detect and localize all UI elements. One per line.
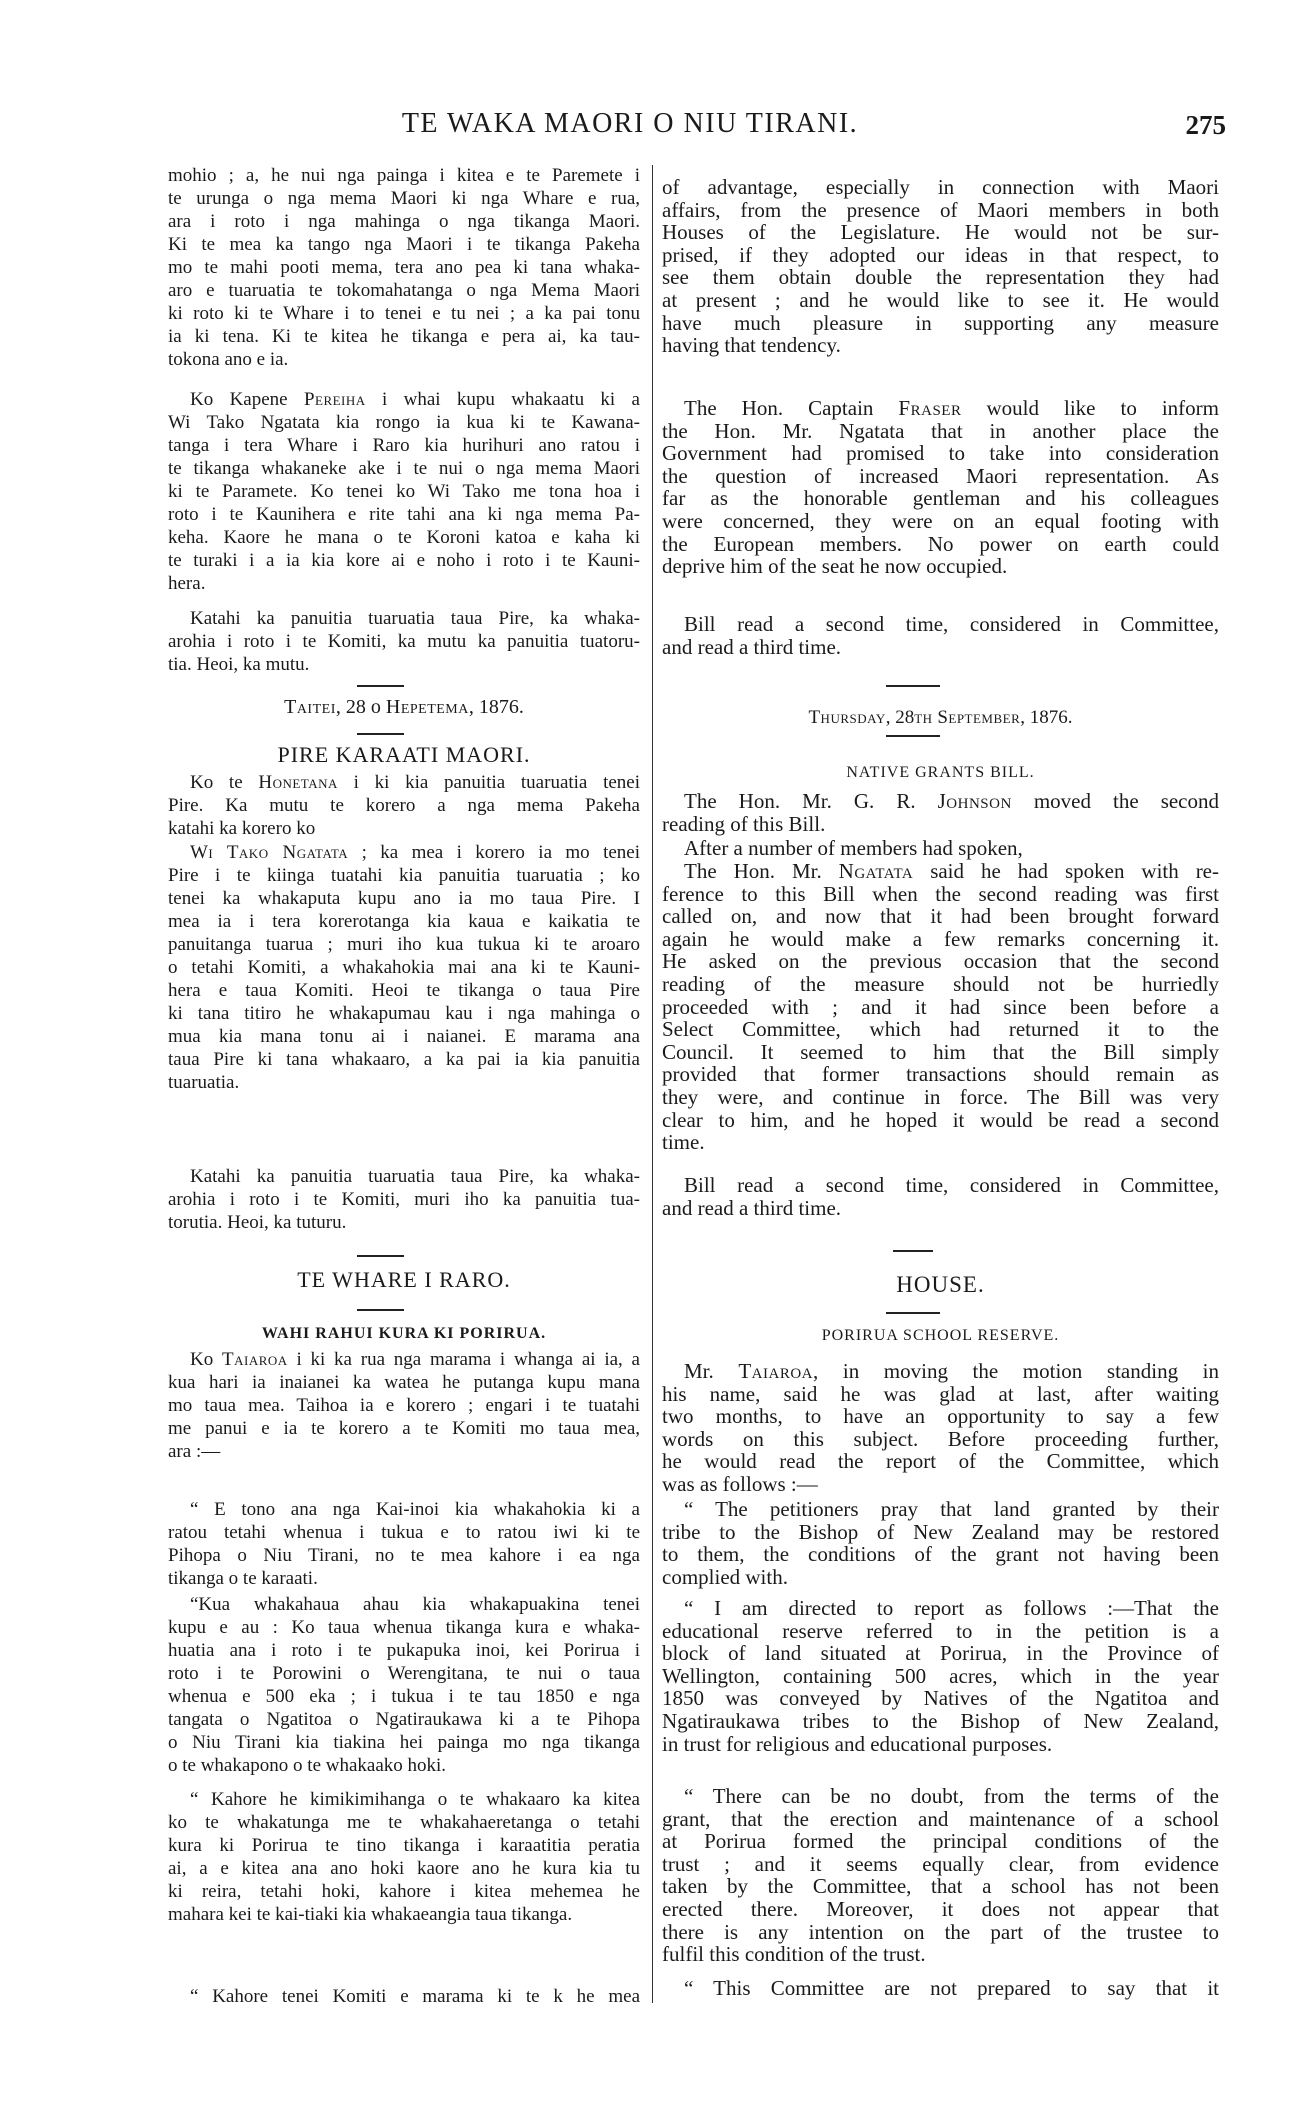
text-line: [662, 790, 1219, 813]
text-line: again he would make a few remarks concerning it.: [662, 926, 1219, 951]
paragraph: [662, 860, 1219, 1154]
text-segment: i whai kupu whakaatu ki a: [365, 389, 640, 410]
text-line: they were, and continue in force. The Bill was very: [662, 1084, 1219, 1109]
text-line: ara i roto i nga mahinga o nga tikanga Maori.: [168, 211, 640, 232]
text-line: to them, the conditions of the grant not having been: [662, 1542, 1219, 1567]
small-caps-name: Hepetema: [385, 696, 469, 718]
text-line: o tetahi Komiti, a whakahokia mai ana ki te Kauni-: [168, 957, 640, 978]
text-line: educational reserve referred to in the petition is a: [662, 1618, 1219, 1643]
section-rule: [357, 1309, 404, 1311]
text-line: ki roto ki te Whare i to tenei e tu nei ; a ka pai tonu: [168, 303, 640, 324]
text-line: panuitanga tuarua ; muri iho kua tukua ki te aroaro: [168, 934, 640, 955]
text-line: fulfil this condition of the trust.: [662, 1942, 926, 1967]
paragraph: [662, 176, 1219, 357]
paragraph: [168, 1348, 640, 1463]
text-line: tenei ka whakaputa kupu ano ia mo taua Pire. I: [168, 888, 640, 909]
small-caps-name: Taitei: [284, 696, 336, 718]
text-line: me panui e ia te korero a te Komiti mo taua mea,: [168, 1418, 640, 1439]
paragraph: [168, 841, 640, 1094]
text-line: ko te whakatunga me te whakahaeretanga o tetahi: [168, 1812, 640, 1833]
text-line: block of land situated at Porirua, in the Province of: [662, 1641, 1219, 1666]
text-line: “ There can be no doubt, from the terms of the: [684, 1784, 1219, 1808]
text-line: Katahi ka panuitia tuaruatia taua Pire, ka whaka-: [190, 1166, 640, 1187]
text-line: prised, if they adopted our ideas in that respect, to: [662, 242, 1219, 267]
text-line: was as follows :—: [662, 1471, 818, 1496]
text-segment: i ki kia panuitia tuaruatia tenei: [337, 772, 640, 793]
text-line: provided that former transactions should remain as: [662, 1062, 1219, 1087]
text-line: grant, that the erection and maintenance of a school: [662, 1806, 1219, 1831]
text-line: mahara kei te kai-tiaki kia whakaeangia taua tikanga.: [168, 1904, 573, 1925]
text-line: ai, a e kitea ana ano hoki kaore ano he kura kia tu: [168, 1858, 640, 1879]
section-rule: [357, 1255, 404, 1257]
text-line: ki te Paramete. Ko tenei ko Wi Tako me tona hoa i: [168, 481, 640, 502]
text-line: keha. Kaore he mana o te Koroni katoa e kaha ki: [168, 527, 640, 548]
text-line: the Hon. Mr. Ngatata that in another place the: [662, 418, 1219, 443]
text-line: “ E tono ana nga Kai-inoi kia whakahokia ki a: [190, 1499, 640, 1520]
paragraph: [662, 790, 1219, 835]
text-line: te urunga o nga mema Maori ki nga Whare e rua,: [168, 188, 640, 209]
small-caps-name: Honetana: [258, 772, 338, 793]
text-line: o Niu Tirani kia tiakina hei painga mo nga tikanga: [168, 1732, 640, 1753]
text-segment: i ki ka rua nga marama i whanga ai ia, a: [287, 1349, 640, 1370]
text-line: “ Kahore tenei Komiti e marama ki te k he mea: [190, 1986, 640, 2007]
heading: [662, 1274, 1219, 1297]
small-caps-name: Thursday: [808, 707, 886, 728]
text-line: hera.: [168, 573, 206, 594]
text-line: katahi ka korero ko: [168, 818, 316, 839]
text-line: [168, 1348, 640, 1371]
small-caps-name: September: [937, 707, 1021, 728]
text-line: complied with.: [662, 1564, 788, 1589]
text-line: tuaruatia.: [168, 1072, 240, 1093]
text-line: mea ia i tera korerotanga kia kaua e kaikatia te: [168, 911, 640, 932]
text-line: mo te mahi pooti mema, tera ano pea ki tana whaka-: [168, 257, 640, 278]
text-line: mua kia mana tonu ai i naianei. E marama ana: [168, 1026, 640, 1047]
text-line: [662, 397, 1219, 420]
text-line: reading of this Bill.: [662, 811, 826, 836]
text-line: having that tendency.: [662, 333, 841, 358]
text-line: roto i te Kaunihera e rite tahi ana ki nga mema Pa-: [168, 504, 640, 525]
section-rule: [886, 735, 940, 737]
section-rule: [357, 685, 404, 687]
text-line: mohio ; a, he nui nga painga i kitea e te Paremete i: [168, 165, 640, 186]
text-line: Bill read a second time, considered in Committee,: [684, 612, 1219, 636]
text-segment: , 1876.: [468, 696, 524, 718]
text-segment: ; ka mea i korero ia mo tenei: [348, 842, 641, 863]
text-line: Pire. Ka mutu te korero a nga mema Pakeha: [168, 795, 640, 816]
text-line: ia ki tena. Ki te kitea he tikanga e pera ai, ka tau-: [168, 326, 640, 347]
text-line: “ This Committee are not prepared to say that it: [684, 1976, 1219, 2000]
dateline-text: [662, 707, 1219, 730]
text-line: [168, 771, 640, 794]
subheading-text: WAHI RAHUI KURA KI PORIRUA.: [261, 1325, 547, 1342]
paragraph: [662, 397, 1219, 578]
small-caps-name: Fraser: [898, 396, 962, 420]
text-line: there is any intention on the part of the trustee to: [662, 1919, 1219, 1944]
section-rule: [886, 1312, 940, 1314]
section-rule: [357, 733, 404, 735]
text-line: whenua e 500 eka ; i tukua i te tau 1850 e nga: [168, 1686, 640, 1707]
text-line: te turaki i a ia kia kore ai e noho i roto i te Kauni-: [168, 550, 640, 571]
text-line: tribe to the Bishop of New Zealand may be restored: [662, 1519, 1219, 1544]
text-line: at Porirua formed the principal conditions of the: [662, 1829, 1219, 1854]
heading-text: TE WHARE I RARO.: [297, 1267, 511, 1292]
text-line: Pire i te kiinga tuatahi kia panuitia tuaruatia ; ko: [168, 865, 640, 886]
text-line: ference to this Bill when the second reading was first: [662, 881, 1219, 906]
column-divider: [652, 165, 653, 2003]
text-segment: moved the second: [1011, 789, 1220, 813]
text-line: roto i te Porowini o Werengitana, te nui o taua: [168, 1663, 640, 1684]
text-line: Council. It seemed to him that the Bill simply: [662, 1039, 1219, 1064]
text-line: Government had promised to take into consideration: [662, 441, 1219, 466]
text-line: tangata o Ngatitoa o Ngatiraukawa ki a te Pihopa: [168, 1709, 640, 1730]
text-segment: The Hon. Mr.: [684, 859, 839, 883]
small-caps-name: Wi Tako Ngatata: [190, 842, 349, 863]
text-segment: Mr.: [684, 1359, 739, 1383]
text-segment: The Hon. Mr. G. R.: [684, 789, 938, 813]
text-segment: The Hon. Captain: [684, 396, 899, 420]
subheading-text: PORIRUA SCHOOL RESERVE.: [821, 1327, 1060, 1344]
text-line: time.: [662, 1130, 705, 1155]
text-line: o te whakapono o te whakaako hoki.: [168, 1755, 447, 1776]
heading: [168, 743, 640, 766]
small-caps-name: Taiaroa: [738, 1359, 814, 1383]
paragraph: [662, 1360, 1219, 1496]
text-line: “ The petitioners pray that land granted by their: [684, 1497, 1219, 1521]
text-line: and read a third time.: [662, 634, 842, 659]
subheading: [662, 1325, 1219, 1348]
dateline: [662, 707, 1219, 730]
section-rule: [893, 1250, 933, 1252]
text-line: Wi Tako Ngatata kia rongo ia kua ki te Kawana-: [168, 412, 640, 433]
paragraph: [662, 613, 1219, 658]
text-line: deprive him of the seat he now occupied.: [662, 554, 1008, 579]
text-line: [168, 388, 640, 411]
text-line: 1850 was conveyed by Natives of the Ngatitoa and: [662, 1686, 1219, 1711]
text-line: of advantage, especially in connection with Maori: [662, 175, 1219, 199]
text-line: kua hari ia inaianei ka watea he putanga kupu mana: [168, 1372, 640, 1393]
text-line: kupu e au : Ko taua whenua tikanga kura e whaka-: [168, 1617, 640, 1638]
dateline: [168, 696, 640, 719]
text-line: called on, and now that it had been brought forward: [662, 904, 1219, 929]
small-caps-name: Johnson: [937, 789, 1012, 813]
text-segment: Ko te: [190, 772, 259, 793]
text-line: tia. Heoi, ka mutu.: [168, 654, 310, 675]
text-line: tanga i tera Whare i Raro kia hurihuri ano ratou i: [168, 435, 640, 456]
text-segment: , in moving the motion standing in: [813, 1359, 1219, 1383]
heading-text: PIRE KARAATI MAORI.: [277, 742, 531, 767]
paragraph: [662, 1498, 1219, 1588]
text-line: te tikanga whakaneke ake i te nui o nga mema Maori: [168, 458, 640, 479]
paragraph: [168, 1498, 640, 1590]
text-line: at present ; and he would like to see it. He would: [662, 287, 1219, 312]
paragraph: [168, 771, 640, 840]
text-line: After a number of members had spoken,: [684, 836, 1023, 860]
text-line: ratou tetahi whenua i tukua e to ratou iwi ki te: [168, 1522, 640, 1543]
text-line: and read a third time.: [662, 1195, 842, 1220]
paragraph: [168, 1165, 640, 1234]
paragraph: [662, 1785, 1219, 1966]
paragraph: [168, 164, 640, 371]
subheading-text: NATIVE GRANTS BILL.: [846, 764, 1035, 781]
section-rule: [886, 685, 940, 687]
text-line: [662, 1360, 1219, 1383]
text-segment: , 28: [885, 707, 915, 728]
text-line: [168, 841, 640, 864]
text-line: he would read the report of the Committee, which: [662, 1449, 1219, 1474]
text-segment: , 1876.: [1020, 707, 1073, 728]
text-line: arohia i roto i te Komiti, ka mutu ka panuitia tuatoru-: [168, 631, 640, 652]
subheading: [662, 762, 1219, 785]
text-segment: , 28 o: [335, 696, 386, 718]
text-line: “Kua whakahaua ahau kia whakapuakina tenei: [190, 1594, 640, 1615]
text-line: Bill read a second time, considered in Committee,: [684, 1173, 1219, 1197]
text-line: arohia i roto i te Komiti, muri iho ka panuitia tua-: [168, 1189, 640, 1210]
text-line: [662, 860, 1219, 883]
text-line: reading of the measure should not be hurriedly: [662, 971, 1219, 996]
text-line: torutia. Heoi, ka tuturu.: [168, 1212, 347, 1233]
paragraph: [168, 388, 640, 595]
text-line: have much pleasure in supporting any measure: [662, 310, 1219, 335]
text-line: kura ki Porirua te tino tikanga i karaatitia peratia: [168, 1835, 640, 1856]
text-line: see them obtain double the representation they had: [662, 265, 1219, 290]
text-line: tokona ano e ia.: [168, 349, 289, 370]
text-line: “ I am directed to report as follows :—That the: [684, 1596, 1219, 1620]
text-line: He asked on the previous occasion that the second: [662, 949, 1219, 974]
paragraph: [662, 1174, 1219, 1219]
text-line: erected there. Moreover, it does not appear that: [662, 1896, 1219, 1921]
page-number: 275: [1185, 110, 1226, 140]
text-line: clear to him, and he hoped it would be read a second: [662, 1107, 1219, 1132]
text-line: taken by the Committee, that a school has not been: [662, 1874, 1219, 1899]
text-line: Katahi ka panuitia tuaruatia taua Pire, ka whaka-: [190, 608, 640, 629]
paragraph: [168, 607, 640, 676]
text-line: Wellington, containing 500 acres, which in the year: [662, 1663, 1219, 1688]
text-line: two months, to have an opportunity to say a few: [662, 1404, 1219, 1429]
text-line: were concerned, they were on an equal footing with: [662, 508, 1219, 533]
heading-text: HOUSE.: [896, 1272, 985, 1297]
text-line: ki tana titiro he whakapumau kau i nga mahinga o: [168, 1003, 640, 1024]
paragraph: [662, 837, 1219, 860]
text-line: his name, said he was glad at last, after waiting: [662, 1381, 1219, 1406]
text-line: trust ; and it seems equally clear, from evidence: [662, 1851, 1219, 1876]
text-line: far as the honorable gentleman and his colleagues: [662, 486, 1219, 511]
text-line: tikanga o te karaati.: [168, 1568, 318, 1589]
running-title: TE WAKA MAORI O NIU TIRANI.: [401, 108, 859, 139]
text-line: the question of increased Maori representation. As: [662, 463, 1219, 488]
paragraph: [662, 1597, 1219, 1755]
text-line: Ki te mea ka tango nga Maori i te tikanga Pakeha: [168, 234, 640, 255]
text-line: Select Committee, which had returned it to the: [662, 1017, 1219, 1042]
text-line: taua Pire ki tana whakaaro, a ka pai ia kia panuitia: [168, 1049, 640, 1070]
text-line: in trust for religious and educational purposes.: [662, 1731, 1053, 1756]
text-line: the European members. No power on earth could: [662, 531, 1219, 556]
small-caps-name: Ngatata: [838, 859, 914, 883]
text-segment: said he had spoken with re-: [913, 859, 1219, 883]
text-segment: Ko: [190, 1349, 222, 1370]
text-line: hera e taua Komiti. Heoi te tikanga o taua Pire: [168, 980, 640, 1001]
paragraph: [168, 1593, 640, 1777]
text-line: aro e tuaruatia te tokomahatanga o nga Mema Maori: [168, 280, 640, 301]
text-line: Ngatiraukawa tribes to the Bishop of New Zealand,: [662, 1708, 1219, 1733]
small-caps-name: th: [914, 707, 933, 728]
paragraph: [168, 1788, 640, 1926]
text-line: affairs, from the presence of Maori members in both: [662, 197, 1219, 222]
text-line: ara :—: [168, 1441, 221, 1462]
text-line: words on this subject. Before proceeding further,: [662, 1426, 1219, 1451]
text-line: Pihopa o Niu Tirani, no te mea kahore i ea nga: [168, 1545, 640, 1566]
paragraph: [168, 1985, 640, 2008]
paragraph: [662, 1977, 1219, 2000]
text-segment: would like to inform: [961, 396, 1219, 420]
heading: [168, 1268, 640, 1291]
text-line: “ Kahore he kimikimihanga o te whakaaro ka kitea: [190, 1789, 640, 1810]
text-line: mo taua mea. Taihoa ia e korero ; engari i te tuatahi: [168, 1395, 640, 1416]
text-line: Houses of the Legislature. He would not be sur-: [662, 220, 1219, 245]
small-caps-name: Pereiha: [303, 389, 366, 410]
text-line: huatia ana i roto i te pukapuka inoi, kei Porirua i: [168, 1640, 640, 1661]
text-segment: Ko Kapene: [190, 389, 304, 410]
dateline-text: [168, 696, 640, 719]
small-caps-name: Taiaroa: [222, 1349, 288, 1370]
text-line: ki reira, tetahi hoki, kahore i kitea mehemea he: [168, 1881, 640, 1902]
text-line: proceeded with ; and it had since been before a: [662, 994, 1219, 1019]
subheading: [168, 1322, 640, 1345]
